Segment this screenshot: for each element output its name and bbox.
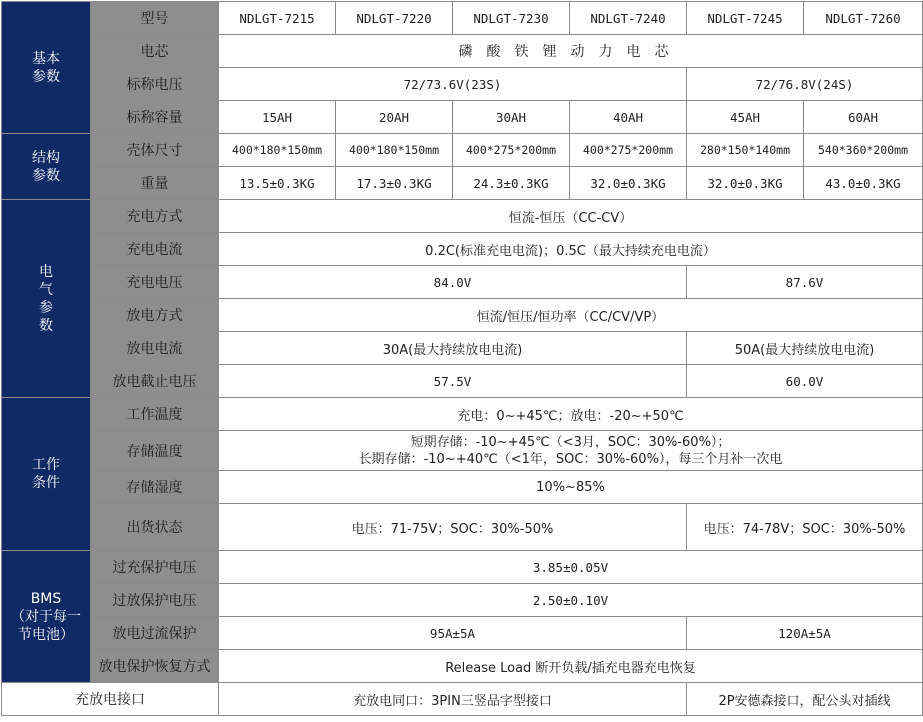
row-interface	[2, 683, 923, 716]
label-storage-humidity: 存储湿度	[91, 471, 219, 504]
label-overdischarge-protect: 过放保护电压	[91, 584, 219, 617]
weight-cell: 43.0±0.3KG	[804, 167, 923, 200]
dimension-cell: 400*275*200mm	[453, 134, 570, 167]
label-charge-voltage: 充电电压	[91, 266, 219, 299]
model-cell: NDLGT-7220	[336, 2, 453, 35]
spec-table	[1, 1, 923, 716]
charge-current-value: 0.2C(标准充电电流)；0.5C（最大持续充电电流）	[219, 233, 923, 266]
label-discharge-overcurrent: 放电过流保护	[91, 617, 219, 650]
weight-cell: 24.3±0.3KG	[453, 167, 570, 200]
weight-cell: 13.5±0.3KG	[219, 167, 336, 200]
capacity-cell: 60AH	[804, 101, 923, 134]
row-discharge-overcurrent	[2, 617, 923, 650]
model-cell: NDLGT-7240	[570, 2, 687, 35]
overdischarge-protect-value: 2.50±0.10V	[219, 584, 923, 617]
group-electrical	[2, 200, 91, 398]
nominal-voltage-24s: 72/76.8V(24S)	[687, 68, 923, 101]
dimension-cell: 540*360*200mm	[804, 134, 923, 167]
charge-voltage-24s: 87.6V	[687, 266, 923, 299]
row-nominal-voltage	[2, 68, 923, 101]
dimension-cell: 400*275*200mm	[570, 134, 687, 167]
row-discharge-mode	[2, 299, 923, 332]
label-cell: 电芯	[91, 35, 219, 68]
label-overcharge-protect: 过充保护电压	[91, 551, 219, 584]
label-model: 型号	[91, 2, 219, 35]
row-shipping-state	[2, 504, 923, 551]
group-structure	[2, 134, 91, 200]
capacity-cell: 45AH	[687, 101, 804, 134]
group-bms-label: BMS （对于每一 节电池）	[11, 590, 81, 643]
row-overdischarge-protect	[2, 584, 923, 617]
capacity-cell: 40AH	[570, 101, 687, 134]
discharge-current-23s: 30A(最大持续放电电流)	[219, 332, 687, 365]
row-storage-temp	[2, 431, 923, 471]
weight-cell: 32.0±0.3KG	[687, 167, 804, 200]
row-overcharge-protect	[2, 551, 923, 584]
discharge-mode-value: 恒流/恒压/恒功率（CC/CV/VP）	[219, 299, 923, 332]
row-dimensions	[2, 134, 923, 167]
group-basic-label: 基本 参数	[32, 50, 60, 85]
label-charge-mode: 充电方式	[91, 200, 219, 233]
model-cell: NDLGT-7215	[219, 2, 336, 35]
capacity-cell: 20AH	[336, 101, 453, 134]
dimension-cell: 400*180*150mm	[336, 134, 453, 167]
row-nominal-capacity	[2, 101, 923, 134]
discharge-cutoff-23s: 57.5V	[219, 365, 687, 398]
label-dimensions: 壳体尺寸	[91, 134, 219, 167]
row-storage-humidity	[2, 471, 923, 504]
label-discharge-cutoff: 放电截止电压	[91, 365, 219, 398]
model-cell: NDLGT-7260	[804, 2, 923, 35]
label-shipping-state: 出货状态	[91, 504, 219, 551]
label-nominal-voltage: 标称电压	[91, 68, 219, 101]
row-work-temp	[2, 398, 923, 431]
interface-value-a: 充放电同口：3PIN三竖品字型接口	[219, 683, 687, 716]
group-structure-label: 结构 参数	[32, 149, 60, 184]
row-charge-mode	[2, 200, 923, 233]
row-cell	[2, 35, 923, 68]
row-discharge-current	[2, 332, 923, 365]
discharge-current-24s: 50A(最大持续放电电流)	[687, 332, 923, 365]
work-temp-value: 充电：0~+45℃；放电：-20~+50℃	[219, 398, 923, 431]
charge-voltage-23s: 84.0V	[219, 266, 687, 299]
row-model	[2, 2, 923, 35]
label-work-temp: 工作温度	[91, 398, 219, 431]
dimension-cell: 400*180*150mm	[219, 134, 336, 167]
discharge-cutoff-24s: 60.0V	[687, 365, 923, 398]
label-discharge-current: 放电电流	[91, 332, 219, 365]
cell-type-value: 磷酸铁锂动力电芯	[219, 35, 923, 68]
label-charge-current: 充电电流	[91, 233, 219, 266]
storage-humidity-value: 10%~85%	[219, 471, 923, 504]
interface-value-b: 2P安德森接口，配公头对插线	[687, 683, 923, 716]
group-working-label: 工作 条件	[32, 457, 60, 491]
label-storage-temp: 存储温度	[91, 431, 219, 471]
group-bms	[2, 551, 91, 683]
group-electrical-label: 电 气 参 数	[39, 263, 53, 334]
label-nominal-capacity: 标称容量	[91, 101, 219, 134]
dimension-cell: 280*150*140mm	[687, 134, 804, 167]
storage-temp-long: 长期存储：-10~+40℃（<1年，SOC：30%-60%），每三个月补一次电	[358, 451, 783, 467]
capacity-cell: 30AH	[453, 101, 570, 134]
discharge-overcurrent-23s: 95A±5A	[219, 617, 687, 650]
model-cell: NDLGT-7245	[687, 2, 804, 35]
charge-mode-value: 恒流-恒压（CC-CV）	[219, 200, 923, 233]
storage-temp-short: 短期存储：-10~+45℃（<3月，SOC：30%-60%）；	[410, 434, 731, 450]
shipping-state-24s: 电压：74-78V；SOC：30%-50%	[687, 504, 923, 551]
storage-temp-value	[219, 431, 923, 471]
row-charge-voltage	[2, 266, 923, 299]
capacity-cell: 15AH	[219, 101, 336, 134]
weight-cell: 17.3±0.3KG	[336, 167, 453, 200]
discharge-overcurrent-24s: 120A±5A	[687, 617, 923, 650]
group-basic	[2, 2, 91, 134]
row-discharge-cutoff	[2, 365, 923, 398]
label-interface: 充放电接口	[2, 683, 219, 716]
row-recovery-mode	[2, 650, 923, 683]
nominal-voltage-23s: 72/73.6V(23S)	[219, 68, 687, 101]
shipping-state-23s: 电压：71-75V；SOC：30%-50%	[219, 504, 687, 551]
overcharge-protect-value: 3.85±0.05V	[219, 551, 923, 584]
model-cell: NDLGT-7230	[453, 2, 570, 35]
label-discharge-mode: 放电方式	[91, 299, 219, 332]
row-weight	[2, 167, 923, 200]
label-weight: 重量	[91, 167, 219, 200]
recovery-mode-value: Release Load 断开负载/插充电器充电恢复	[219, 650, 923, 683]
label-recovery-mode: 放电保护恢复方式	[91, 650, 219, 683]
group-working	[2, 398, 91, 551]
row-charge-current	[2, 233, 923, 266]
weight-cell: 32.0±0.3KG	[570, 167, 687, 200]
